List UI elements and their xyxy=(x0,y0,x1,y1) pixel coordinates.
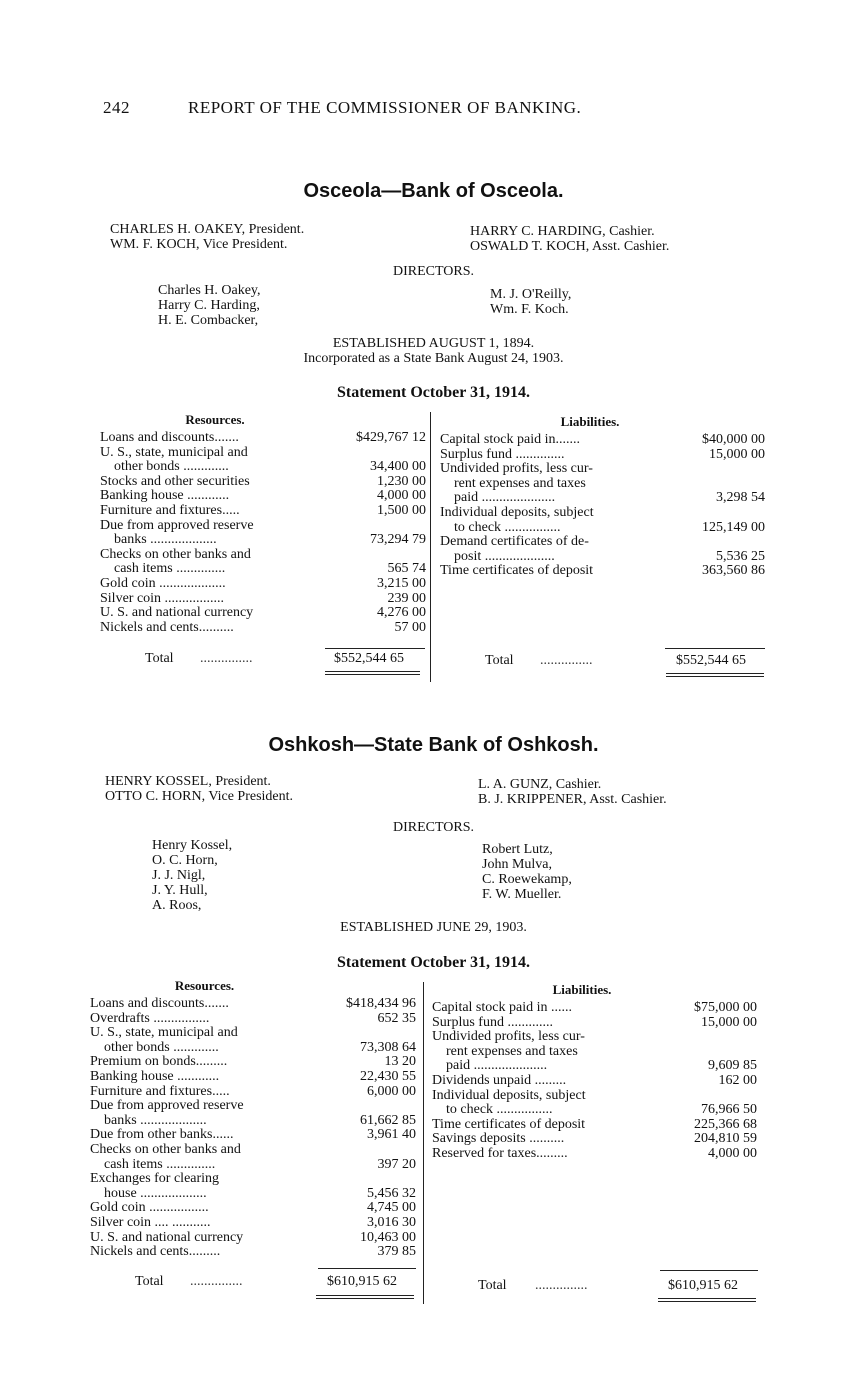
line-item-amount: 379 85 xyxy=(377,1244,416,1260)
officer-line: B. J. KRIPPENER, Asst. Cashier. xyxy=(478,792,667,807)
line-item-label: cash items .............. xyxy=(114,561,226,577)
column-divider xyxy=(430,412,431,682)
line-item-label: banks ................... xyxy=(104,1112,207,1128)
liabilities-total-label-oshkosh: Total xyxy=(478,1278,507,1293)
line-item-amount: 225,366 68 xyxy=(694,1116,757,1132)
resource-row xyxy=(100,519,426,534)
line-item-label: Silver coin .... ........... xyxy=(90,1214,211,1230)
line-item-label: rent expenses and taxes xyxy=(454,475,586,491)
line-item-amount: $75,000 00 xyxy=(694,1000,757,1015)
resource-row xyxy=(100,621,426,636)
line-item-amount: 34,400 00 xyxy=(370,459,426,475)
line-item-amount: 57 00 xyxy=(394,619,426,635)
line-item-label: paid ..................... xyxy=(454,490,556,506)
line-item-amount: 162 00 xyxy=(718,1072,757,1088)
line-item-amount: 73,294 79 xyxy=(370,532,426,548)
line-item-label: cash items .............. xyxy=(104,1156,216,1172)
line-item-label: Checks on other banks and xyxy=(100,546,251,562)
director-name: Charles H. Oakey, xyxy=(158,283,261,298)
liability-row xyxy=(432,1030,757,1045)
line-item-amount: 5,536 25 xyxy=(716,548,765,564)
line-item-label: Loans and discounts....... xyxy=(90,996,229,1011)
directors-right-osceola xyxy=(490,287,571,317)
line-item-amount: 76,966 50 xyxy=(701,1102,757,1118)
resource-row xyxy=(100,548,426,563)
line-item-label: Banking house ............ xyxy=(90,1068,220,1084)
resources-heading-oshkosh: Resources. xyxy=(174,978,235,993)
resource-row xyxy=(90,1245,416,1260)
line-item-amount: 73,308 64 xyxy=(360,1039,416,1055)
liability-row xyxy=(432,1118,757,1133)
officers-right-osceola xyxy=(470,224,669,254)
resource-row xyxy=(90,1172,416,1187)
liability-row xyxy=(432,1001,757,1016)
line-item-label: house ................... xyxy=(104,1185,207,1201)
line-item-amount: 15,000 00 xyxy=(701,1014,757,1030)
director-name: John Mulva, xyxy=(482,857,552,872)
liability-row xyxy=(432,1016,757,1031)
line-item-amount: 4,276 00 xyxy=(377,605,426,621)
resource-row xyxy=(90,1201,416,1216)
total-leader: ............... xyxy=(535,1278,588,1293)
line-item-amount: 13 20 xyxy=(384,1054,416,1070)
officer-line: CHARLES H. OAKEY, President. xyxy=(110,222,305,237)
line-item-label: rent expenses and taxes xyxy=(446,1043,578,1059)
line-item-amount: 61,662 85 xyxy=(360,1112,416,1128)
line-item-amount: 363,560 86 xyxy=(702,563,765,579)
director-name: A. Roos, xyxy=(152,898,202,913)
liability-row xyxy=(440,433,765,448)
page-header-title: REPORT OF THE COMMISSIONER OF BANKING. xyxy=(188,98,582,117)
line-item-amount: 10,463 00 xyxy=(360,1229,416,1245)
double-rule xyxy=(316,1298,414,1299)
established-oshkosh: ESTABLISHED JUNE 29, 1903. xyxy=(340,920,527,935)
line-item-label: Reserved for taxes......... xyxy=(432,1145,568,1161)
line-item-label: Surplus fund .............. xyxy=(440,446,565,462)
liability-row xyxy=(440,491,765,506)
line-item-amount: 3,298 54 xyxy=(716,490,765,506)
officers-right-oshkosh xyxy=(478,777,667,807)
director-name: Wm. F. Koch. xyxy=(490,302,569,317)
director-name: H. E. Combacker, xyxy=(158,313,259,328)
line-item-label: Premium on bonds......... xyxy=(90,1054,228,1070)
liability-row xyxy=(440,506,765,521)
double-rule xyxy=(666,673,764,674)
resource-row xyxy=(100,431,426,446)
directors-heading-osceola: DIRECTORS. xyxy=(392,264,475,279)
line-item-amount: 1,500 00 xyxy=(377,502,426,518)
resource-row xyxy=(90,1143,416,1158)
director-name: Harry C. Harding, xyxy=(158,298,260,313)
resource-row xyxy=(90,1099,416,1114)
double-rule xyxy=(658,1301,756,1302)
directors-right-oshkosh xyxy=(482,842,572,902)
resource-row xyxy=(100,606,426,621)
line-item-label: Stocks and other securities xyxy=(100,473,250,489)
director-name: J. J. Nigl, xyxy=(152,868,206,883)
line-item-label: U. S., state, municipal and xyxy=(100,444,248,460)
officer-line: OSWALD T. KOCH, Asst. Cashier. xyxy=(470,239,670,254)
line-item-label: paid ..................... xyxy=(446,1058,548,1074)
total-leader: ............... xyxy=(190,1274,243,1289)
line-item-label: Savings deposits .......... xyxy=(432,1131,565,1147)
liability-row xyxy=(440,477,765,492)
resource-row xyxy=(90,1055,416,1070)
line-item-label: Banking house ............ xyxy=(100,488,230,504)
line-item-amount: 125,149 00 xyxy=(702,519,765,535)
line-item-label: Undivided profits, less cur- xyxy=(432,1029,585,1045)
line-item-label: to check ................ xyxy=(454,519,561,535)
line-item-amount: 204,810 59 xyxy=(694,1131,757,1147)
line-item-label: Undivided profits, less cur- xyxy=(440,461,593,477)
line-item-label: Time certificates of deposit xyxy=(432,1116,586,1132)
line-item-label: other bonds ............. xyxy=(104,1039,219,1055)
statement-title-oshkosh: Statement October 31, 1914. xyxy=(337,954,530,971)
line-item-label: to check ................ xyxy=(446,1102,553,1118)
resources-total-label-osceola: Total xyxy=(145,651,174,666)
liability-row xyxy=(432,1059,757,1074)
resource-row xyxy=(90,1026,416,1041)
line-item-amount: 4,745 00 xyxy=(367,1200,416,1216)
rule-line xyxy=(325,648,425,649)
liabilities-list-oshkosh xyxy=(432,1001,757,1162)
liability-row xyxy=(440,462,765,477)
director-name: Robert Lutz, xyxy=(482,842,553,857)
director-name: F. W. Mueller. xyxy=(482,887,562,902)
resources-heading-osceola: Resources. xyxy=(185,412,245,427)
resource-row xyxy=(100,577,426,592)
line-item-label: Individual deposits, subject xyxy=(440,504,594,520)
directors-left-oshkosh xyxy=(152,838,232,913)
liabilities-total-label-osceola: Total xyxy=(485,653,514,668)
line-item-amount: $40,000 00 xyxy=(702,432,765,447)
resource-row xyxy=(100,562,426,577)
directors-heading-oshkosh: DIRECTORS. xyxy=(392,820,475,835)
line-item-amount: 565 74 xyxy=(387,561,426,577)
officer-line: L. A. GUNZ, Cashier. xyxy=(478,777,602,792)
line-item-amount: 6,000 00 xyxy=(367,1083,416,1099)
double-rule xyxy=(658,1298,756,1299)
resource-row xyxy=(90,1070,416,1085)
total-leader: ............... xyxy=(200,651,253,666)
line-item-label: Furniture and fixtures..... xyxy=(100,502,240,518)
incorporated-osceola: Incorporated as a State Bank August 24, 1903. xyxy=(303,351,564,366)
resource-row xyxy=(90,1012,416,1027)
line-item-amount: 3,961 40 xyxy=(367,1127,416,1143)
line-item-amount: 9,609 85 xyxy=(708,1058,757,1074)
rule-line xyxy=(660,1270,758,1271)
resources-list-osceola xyxy=(100,431,426,635)
line-item-label: Overdrafts ................ xyxy=(90,1010,210,1026)
double-rule xyxy=(316,1295,414,1296)
rule-line xyxy=(318,1268,416,1269)
line-item-label: Due from approved reserve xyxy=(100,517,254,533)
line-item-label: Due from other banks...... xyxy=(90,1127,234,1143)
total-leader: ............... xyxy=(540,653,593,668)
liability-row xyxy=(432,1147,757,1162)
line-item-amount: $418,434 96 xyxy=(346,996,416,1011)
line-item-amount: 4,000 00 xyxy=(377,488,426,504)
line-item-label: Due from approved reserve xyxy=(90,1098,244,1114)
line-item-label: Gold coin ................. xyxy=(90,1200,209,1216)
statement-title-osceola: Statement October 31, 1914. xyxy=(337,384,530,401)
line-item-label: posit .................... xyxy=(454,548,555,564)
officers-left-osceola xyxy=(110,222,304,252)
established-osceola: ESTABLISHED AUGUST 1, 1894. xyxy=(332,336,535,351)
resource-row xyxy=(100,592,426,607)
line-item-amount: 5,456 32 xyxy=(367,1185,416,1201)
liabilities-list-osceola xyxy=(440,433,765,579)
line-item-amount: $429,767 12 xyxy=(356,430,426,445)
liabilities-total-oshkosh: $610,915 62 xyxy=(668,1278,738,1293)
line-item-label: U. S., state, municipal and xyxy=(90,1025,238,1041)
line-item-label: Dividends unpaid ......... xyxy=(432,1072,567,1088)
resource-row xyxy=(90,1231,416,1246)
resource-row xyxy=(100,446,426,461)
line-item-label: Individual deposits, subject xyxy=(432,1087,586,1103)
double-rule xyxy=(666,676,764,677)
resource-row xyxy=(90,1085,416,1100)
director-name: O. C. Horn, xyxy=(152,853,218,868)
liability-row xyxy=(440,521,765,536)
line-item-label: Demand certificates of de- xyxy=(440,534,589,550)
double-rule xyxy=(325,671,420,672)
resource-row xyxy=(100,504,426,519)
line-item-amount: 1,230 00 xyxy=(377,473,426,489)
line-item-amount: 22,430 55 xyxy=(360,1068,416,1084)
line-item-amount: 3,215 00 xyxy=(377,575,426,591)
resource-row xyxy=(100,533,426,548)
resource-row xyxy=(90,997,416,1012)
director-name: M. J. O'Reilly, xyxy=(490,287,572,302)
bank-title-osceola: Osceola—Bank of Osceola. xyxy=(303,180,564,202)
liability-row xyxy=(440,550,765,565)
line-item-amount: 15,000 00 xyxy=(709,446,765,462)
double-rule xyxy=(325,674,420,675)
liability-row xyxy=(432,1132,757,1147)
liabilities-heading-oshkosh: Liabilities. xyxy=(552,982,612,997)
officer-line: HARRY C. HARDING, Cashier. xyxy=(470,224,655,239)
line-item-label: Time certificates of deposit xyxy=(440,563,594,579)
liability-row xyxy=(432,1074,757,1089)
director-name: J. Y. Hull, xyxy=(152,883,208,898)
page-number: 242 xyxy=(103,98,130,117)
column-divider xyxy=(423,982,424,1304)
rule-line xyxy=(665,648,765,649)
bank-title-oshkosh: Oshkosh—State Bank of Oshkosh. xyxy=(268,734,599,756)
line-item-label: Silver coin ................. xyxy=(100,590,225,606)
resource-row xyxy=(100,460,426,475)
liability-row xyxy=(432,1045,757,1060)
line-item-label: banks ................... xyxy=(114,532,217,548)
resources-total-osceola: $552,544 65 xyxy=(334,651,404,666)
liability-row xyxy=(432,1089,757,1104)
line-item-label: Capital stock paid in ...... xyxy=(432,1000,572,1015)
line-item-label: Nickels and cents.......... xyxy=(100,619,234,635)
line-item-amount: 239 00 xyxy=(387,590,426,606)
line-item-amount: 652 35 xyxy=(377,1010,416,1026)
line-item-label: Furniture and fixtures..... xyxy=(90,1083,230,1099)
liabilities-heading-osceola: Liabilities. xyxy=(560,414,620,429)
line-item-label: Gold coin ................... xyxy=(100,575,226,591)
line-item-amount: 3,016 30 xyxy=(367,1214,416,1230)
resources-list-oshkosh xyxy=(90,997,416,1260)
director-name: C. Roewekamp, xyxy=(482,872,572,887)
directors-left-osceola xyxy=(158,283,261,328)
line-item-label: Capital stock paid in....... xyxy=(440,432,580,447)
resource-row xyxy=(90,1216,416,1231)
liability-row xyxy=(440,535,765,550)
line-item-label: Nickels and cents......... xyxy=(90,1244,221,1260)
director-name: Henry Kossel, xyxy=(152,838,233,853)
resources-total-label-oshkosh: Total xyxy=(135,1274,164,1289)
officer-line: OTTO C. HORN, Vice President. xyxy=(105,789,294,804)
resource-row xyxy=(90,1114,416,1129)
resource-row xyxy=(90,1187,416,1202)
line-item-label: Surplus fund ............. xyxy=(432,1014,553,1030)
liability-row xyxy=(440,564,765,579)
officers-left-oshkosh xyxy=(105,774,293,804)
line-item-label: other bonds ............. xyxy=(114,459,229,475)
line-item-label: Loans and discounts....... xyxy=(100,430,239,445)
resource-row xyxy=(100,489,426,504)
line-item-label: U. S. and national currency xyxy=(100,605,254,621)
resources-total-oshkosh: $610,915 62 xyxy=(327,1274,397,1289)
officer-line: WM. F. KOCH, Vice President. xyxy=(110,237,288,252)
resource-row xyxy=(90,1158,416,1173)
liability-row xyxy=(440,448,765,463)
resource-row xyxy=(90,1128,416,1143)
line-item-label: Checks on other banks and xyxy=(90,1141,241,1157)
resource-row xyxy=(90,1041,416,1056)
line-item-amount: 4,000 00 xyxy=(708,1145,757,1161)
officer-line: HENRY KOSSEL, President. xyxy=(105,774,271,789)
resource-row xyxy=(100,475,426,490)
liability-row xyxy=(432,1103,757,1118)
line-item-amount: 397 20 xyxy=(377,1156,416,1172)
line-item-label: U. S. and national currency xyxy=(90,1229,244,1245)
liabilities-total-osceola: $552,544 65 xyxy=(676,653,746,668)
line-item-label: Exchanges for clearing xyxy=(90,1171,220,1187)
